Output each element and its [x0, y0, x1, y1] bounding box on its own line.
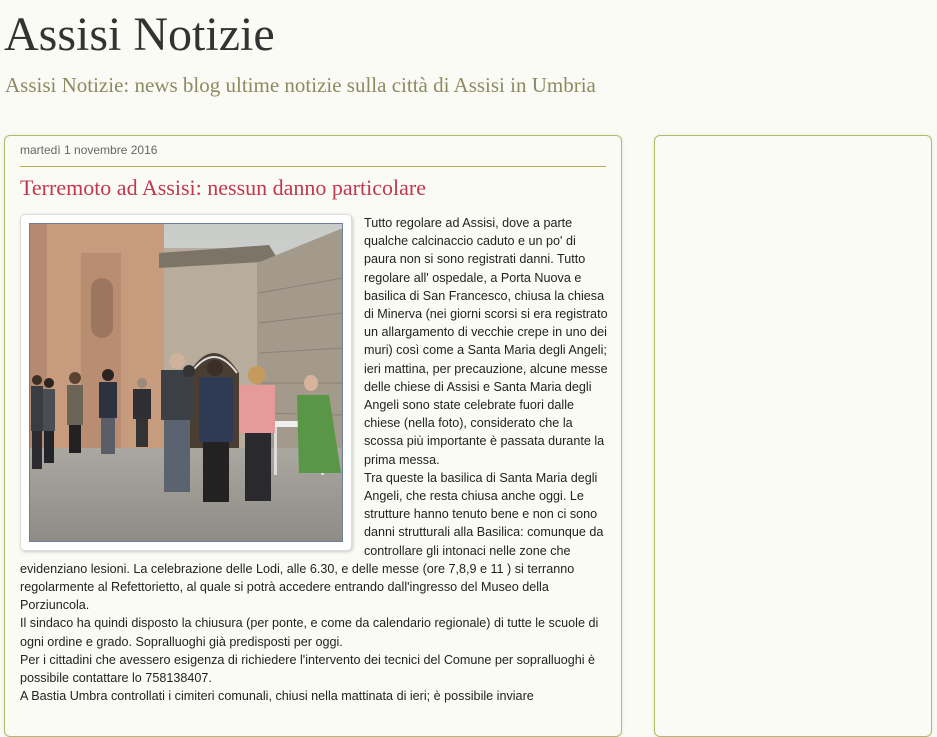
post-paragraph-1: Tutto regolare ad Assisi, dove a parte qualche calcinaccio caduto e un po' di paura non si sono registrati danni. Tutto regolare all' ospedale, a Porta Nuova e basilica di San Francesco, chiusa la chiesa di Minerva (nei giorni scorsi si era registrato un allargamento di vecchie crepe in uno dei muri) così come a Santa Maria degli Angeli; ieri mattina, per precauzione, alcune messe delle chiese di Assisi e Santa Maria degli Angeli sono state celebrate fuori dalle chiese (nella foto), considerato che la scossa più importante è passata durante la prima messa.	[364, 216, 608, 467]
post-title[interactable]: Terremoto ad Assisi: nessun danno particolare	[20, 175, 426, 200]
main-content	[4, 135, 622, 737]
post-photo[interactable]	[20, 214, 352, 551]
blog-title[interactable]: Assisi Notizie	[4, 8, 275, 61]
post-paragraph-2: Tra queste la basilica di Santa Maria degli Angeli, che resta chiusa anche oggi. Le strutture hanno tenuto bene e non ci sono danni strutturali alla Basilica: comunque da controllare gli intonaci nelle zone che evidenziano lesioni. La celebrazione delle Lodi, alle 6.30, e delle messe (ore 7,8,9 e 11 ) si terranno regolarmente al Refettorietto, al quale si potrà accedere entrando dall'ingresso del Museo della Porziuncola.	[20, 470, 604, 613]
post-date: martedì 1 novembre 2016	[20, 143, 158, 157]
blog-description: Assisi Notizie: news blog ultime notizie sulla città di Assisi in Umbria	[5, 73, 596, 97]
mass-outdoors-photo	[29, 223, 343, 542]
sidebar	[654, 135, 932, 737]
post-paragraph-5: A Bastia Umbra controllati i cimiteri comunali, chiusi nella mattinata di ieri; è possibile inviare	[20, 689, 534, 704]
post-body	[20, 214, 608, 705]
post-paragraph-4: Per i cittadini che avessero esigenza di richiedere l'intervento dei tecnici del Comune per sopralluoghi è possibile contattare lo 758138407.	[20, 652, 596, 686]
date-divider	[20, 166, 606, 167]
post-paragraph-3: Il sindaco ha quindi disposto la chiusura (per ponte, e come da calendario regionale) di tutte le scuole di ogni ordine e grado. Sopralluoghi già predisposti per oggi.	[20, 616, 599, 649]
